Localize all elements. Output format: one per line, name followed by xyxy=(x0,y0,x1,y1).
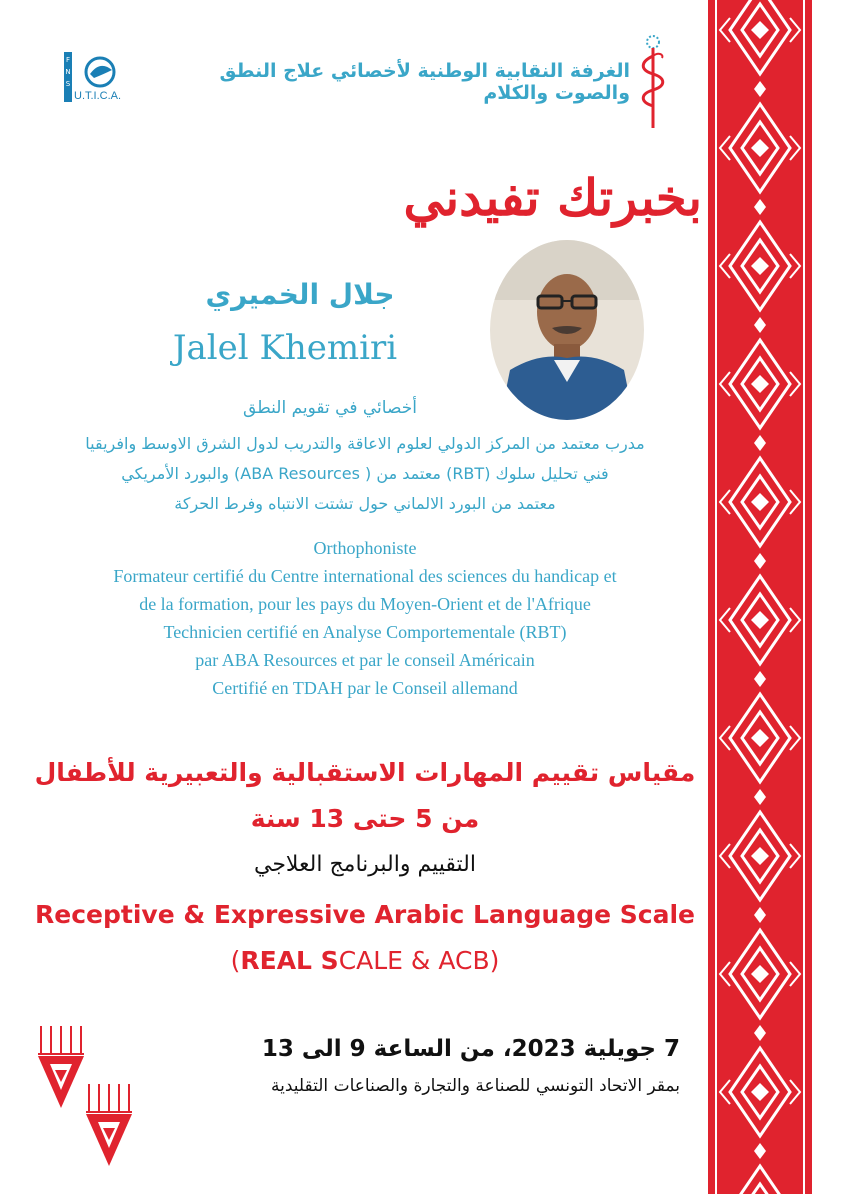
event-venue: بمقر الاتحاد التونسي للصناعة والتجارة والصناعات التقليدية xyxy=(271,1076,680,1096)
berber-motif-icon xyxy=(36,1024,86,1110)
scale-abbr-open: ( xyxy=(230,946,241,975)
bio-ar-line: فني تحليل سلوك (RBT) معتمد من ( ABA Resources) والبورد الأمريكي xyxy=(121,464,609,483)
speaker-name-english: Jalel Khemiri xyxy=(172,328,398,368)
scale-name-english: Receptive & Expressive Arabic Language Scale xyxy=(35,900,695,929)
utica-logo-text: U.T.I.C.A. xyxy=(74,90,122,102)
bio-ar-line: معتمد من البورد الالماني حول تشتت الانتباه وفرط الحركة xyxy=(174,494,556,513)
svg-text:N: N xyxy=(65,68,71,76)
svg-text:S: S xyxy=(65,80,71,88)
event-title-line2: من 5 حتى 13 سنة xyxy=(250,804,480,833)
bio-ar-line: أخصائي في تقويم النطق xyxy=(243,398,417,418)
scale-abbr-rest: CALE & ACB) xyxy=(338,946,500,975)
bio-fr-line: par ABA Resources et par le conseil Américain xyxy=(195,650,535,670)
diamond-pattern-icon xyxy=(708,0,812,1194)
slogan: بخبرتك تفيدني xyxy=(403,168,702,227)
caduceus-logo-icon xyxy=(636,34,670,130)
bio-ar-line: مدرب معتمد من المركز الدولي لعلوم الاعاقة والتدريب لدول الشرق الاوسط وافريقيا xyxy=(85,434,645,453)
bio-fr-line: Technicien certifié en Analyse Comportementale (RBT) xyxy=(163,622,567,642)
scale-abbreviation xyxy=(20,946,710,975)
bio-fr-line: Orthophoniste xyxy=(313,538,417,558)
bio-fr-line: Formateur certifié du Centre international des sciences du handicap et xyxy=(113,566,617,586)
bio-fr-line: de la formation, pour les pays du Moyen-Orient et de l'Afrique xyxy=(139,594,591,614)
speaker-photo xyxy=(490,240,644,420)
berber-motif-icon xyxy=(84,1082,134,1168)
speaker-name-arabic: جلال الخميري xyxy=(205,278,395,311)
event-date: 7 جويلية 2023، من الساعة 9 الى 13 xyxy=(261,1036,680,1062)
decorative-band xyxy=(708,0,812,1194)
header-title: الغرفة النقابية الوطنية لأخصائي علاج النطق والصوت والكلام xyxy=(219,60,630,104)
event-program: التقييم والبرنامج العلاجي xyxy=(253,852,476,877)
event-title-line1: مقياس تقييم المهارات الاستقبالية والتعبيرية للأطفال xyxy=(34,758,696,787)
scale-abbr-bold: REAL S xyxy=(240,946,339,975)
utica-logo xyxy=(64,52,134,106)
svg-text:F: F xyxy=(65,56,71,64)
bio-fr-line: Certifié en TDAH par le Conseil allemand xyxy=(212,678,518,698)
